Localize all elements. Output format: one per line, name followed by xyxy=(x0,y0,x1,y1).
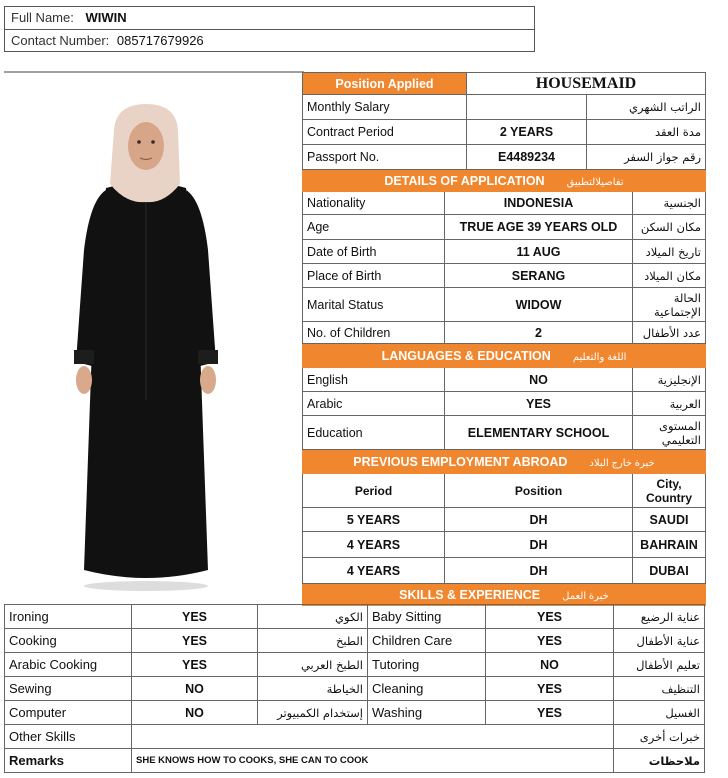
other-skills-row xyxy=(5,725,705,749)
position-applied-row xyxy=(303,73,706,95)
full-name-value: WIWIN xyxy=(85,10,127,25)
details-row: Place of Birth SERANG مكان الميلاد xyxy=(303,264,706,288)
full-name-label: Full Name: xyxy=(11,10,74,25)
skills-row: Ironing YES الكوي Baby Sitting YES عناية الرضيع xyxy=(5,605,705,629)
applicant-header-box xyxy=(4,6,535,52)
period-header: Period xyxy=(303,474,445,508)
skills-row: Arabic Cooking YES الطبخ العربي Tutoring NO تعليم الأطفال xyxy=(5,653,705,677)
language-row: Arabic YES العربية xyxy=(303,392,706,416)
employment-section-header: PREVIOUS EMPLOYMENT ABROAD خبرة خارج البلاد xyxy=(303,450,706,474)
employment-row: 5 YEARS DH SAUDI xyxy=(303,508,706,532)
application-details-table xyxy=(302,72,706,606)
details-section-header: DETAILS OF APPLICATION تفاصيلالتطبيق xyxy=(303,170,706,192)
position-applied-label: Position Applied xyxy=(303,73,467,95)
other-skills-label: Other Skills xyxy=(5,725,132,749)
location-header: City, Country xyxy=(633,474,706,508)
language-row: English NO الإنجليزية xyxy=(303,368,706,392)
languages-section-header: LANGUAGES & EDUCATION اللغة والتعليم xyxy=(303,344,706,368)
details-row: Marital Status WIDOW الحالة الإجتماعية xyxy=(303,288,706,322)
position-row: Contract Period 2 YEARS مدة العقد xyxy=(303,120,706,145)
other-skills-ar: خبرات أخرى xyxy=(614,725,705,749)
details-row: Age TRUE AGE 39 YEARS OLD مكان السكن xyxy=(303,215,706,240)
position-row: Passport No. E4489234 رقم جواز السفر xyxy=(303,145,706,170)
applicant-photo xyxy=(66,100,226,592)
details-row: No. of Children 2 عدد الأطفال xyxy=(303,322,706,344)
details-row: Nationality INDONESIA الجنسية xyxy=(303,192,706,215)
other-skills-value xyxy=(132,725,614,749)
contact-value: 085717679926 xyxy=(116,33,204,48)
remarks-label: Remarks xyxy=(5,749,132,773)
skills-row: Computer NO إستخدام الكمبيوتر Washing YES الغسيل xyxy=(5,701,705,725)
contact-row xyxy=(5,29,534,51)
skills-table xyxy=(4,604,705,773)
remarks-row xyxy=(5,749,705,773)
employment-header-row xyxy=(303,474,706,508)
position-applied-value: HOUSEMAID xyxy=(467,73,706,95)
remarks-ar: ملاحظات xyxy=(614,749,705,773)
skills-row: Cooking YES الطبخ Children Care YES عناية الأطفال xyxy=(5,629,705,653)
language-row: Education ELEMENTARY SCHOOL المستوى التعليمي xyxy=(303,416,706,450)
contact-label: Contact Number: xyxy=(11,33,110,48)
full-name-row xyxy=(5,7,534,29)
employment-row: 4 YEARS DH BAHRAIN xyxy=(303,532,706,558)
header-divider xyxy=(4,71,304,73)
details-row: Date of Birth 11 AUG تاريخ الميلاد xyxy=(303,240,706,264)
skills-row: Sewing NO الخياطة Cleaning YES التنظيف xyxy=(5,677,705,701)
position-header: Position xyxy=(445,474,633,508)
remarks-value: SHE KNOWS HOW TO COOKS, SHE CAN TO COOK xyxy=(132,749,614,773)
employment-row: 4 YEARS DH DUBAI xyxy=(303,558,706,584)
position-row: Monthly Salary الراتب الشهري xyxy=(303,95,706,120)
skills-section-header: SKILLS & EXPERIENCE خبرة العمل xyxy=(303,584,706,606)
